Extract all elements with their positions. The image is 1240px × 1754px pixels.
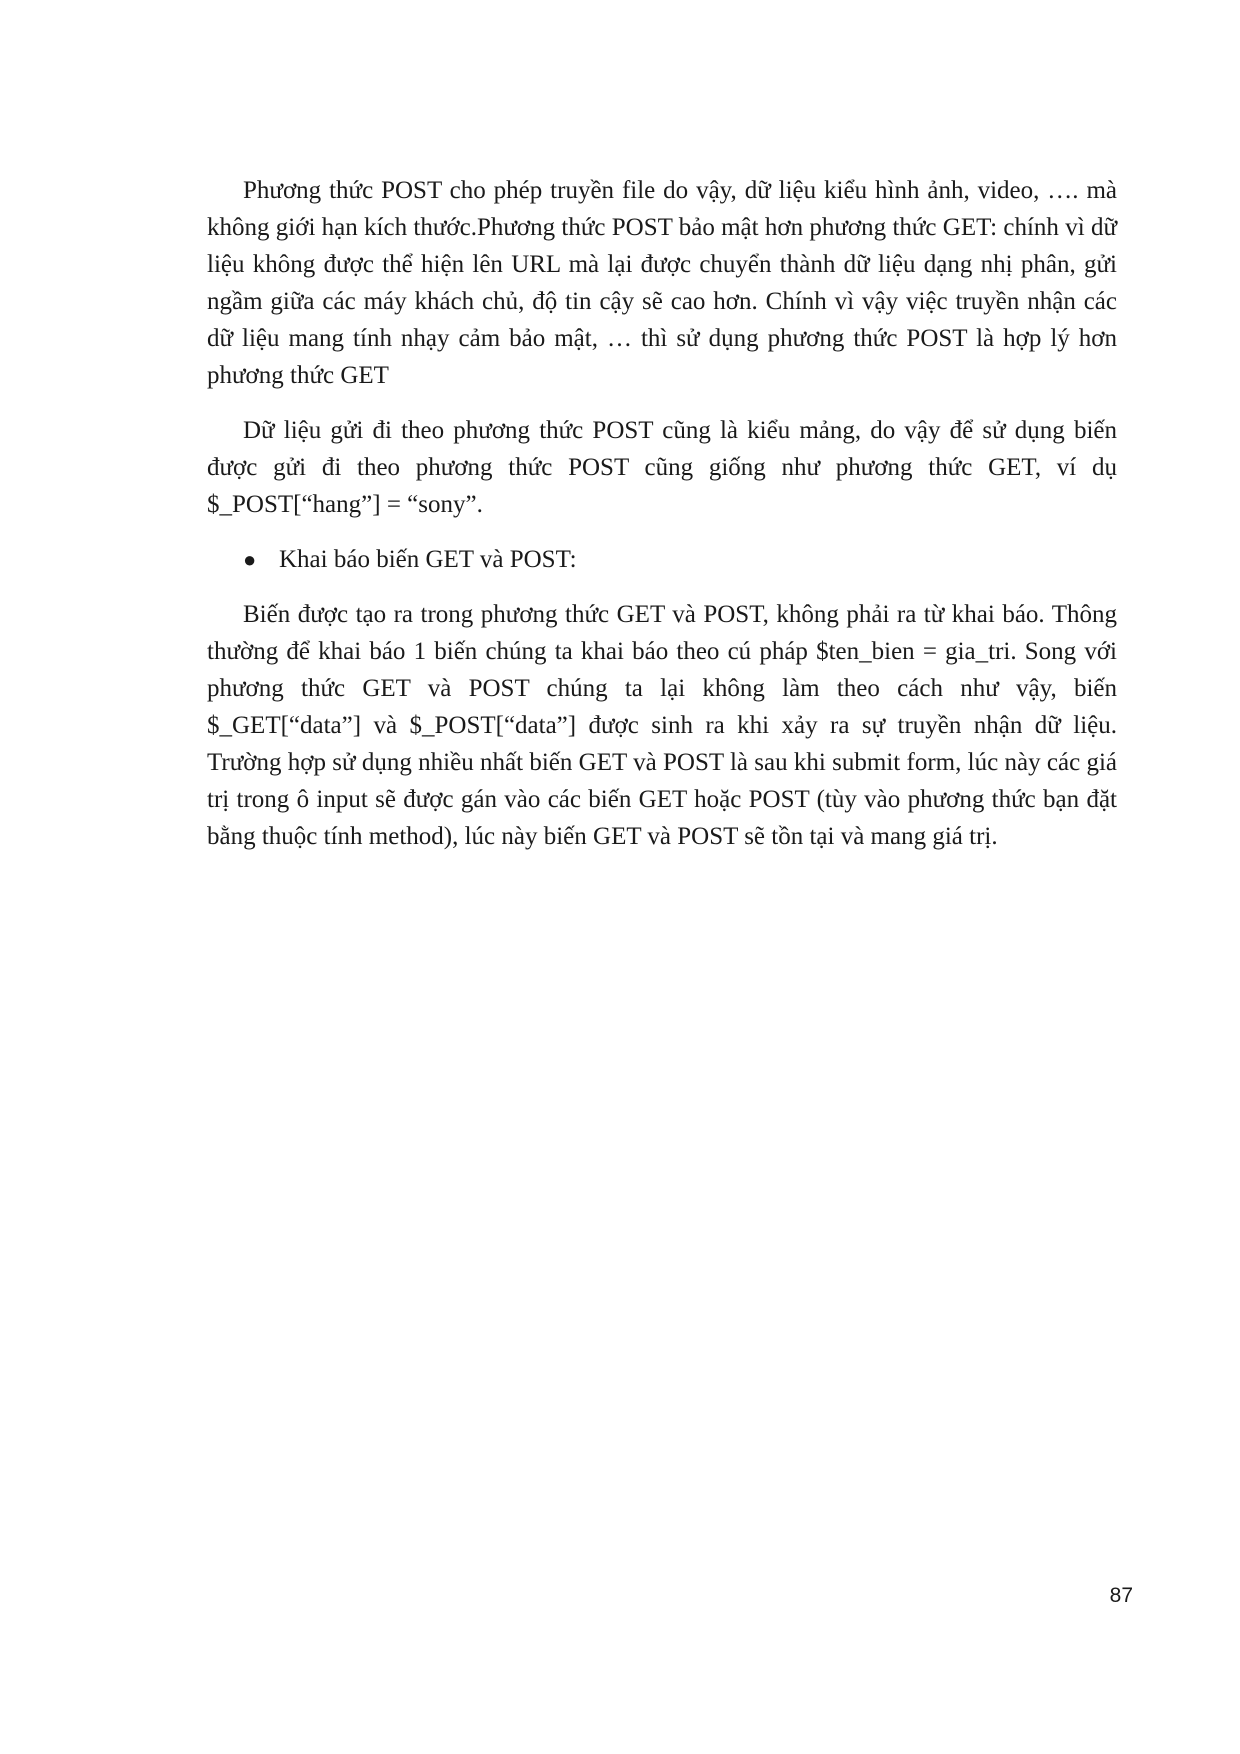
paragraph-post-array: Dữ liệu gửi đi theo phương thức POST cũng là kiểu mảng, do vậy để sử dụng biến được gửi đi theo phương thức POST cũng giống như phương thức GET, ví dụ $_POST[“hang”] = “sony”.	[207, 417, 1117, 518]
bullet-dot-icon: ●	[243, 547, 257, 572]
paragraph-variable-creation: Biến được tạo ra trong phương thức GET và POST, không phải ra từ khai báo. Thông thường để khai báo 1 biến chúng ta khai báo theo cú pháp $ten_bien = gia_tri. Song với phương thức GET và POST chúng ta lại không làm theo cách như vậy, biến $_GET[“data”] và $_POST[“data”] được sinh ra khi xảy ra sự truyền nhận dữ liệu. Trường hợp sử dụng nhiều nhất biến GET và POST là sau khi submit form, lúc này các giá trị trong ô input sẽ được gán vào các biến GET hoặc POST (tùy vào phương thức bạn đặt bằng thuộc tính method), lúc này biến GET và POST sẽ tồn tại và mang giá trị.	[207, 601, 1117, 850]
bullet-text: Khai báo biến GET và POST:	[279, 546, 577, 573]
page-body	[207, 172, 1117, 873]
bullet-item-declare-vars	[207, 541, 1117, 578]
paragraph-post-file-transfer: Phương thức POST cho phép truyền file do vậy, dữ liệu kiểu hình ảnh, video, …. mà không giới hạn kích thước.Phương thức POST bảo mật hơn phương thức GET: chính vì dữ liệu không được thể hiện lên URL mà lại được chuyển thành dữ liệu dạng nhị phân, gửi ngầm giữa các máy khách chủ, độ tin cậy sẽ cao hơn. Chính vì vậy việc truyền nhận các dữ liệu mang tính nhạy cảm bảo mật, … thì sử dụng phương thức POST là hợp lý hơn phương thức GET	[207, 177, 1117, 389]
page-number: 87	[1109, 1584, 1133, 1607]
